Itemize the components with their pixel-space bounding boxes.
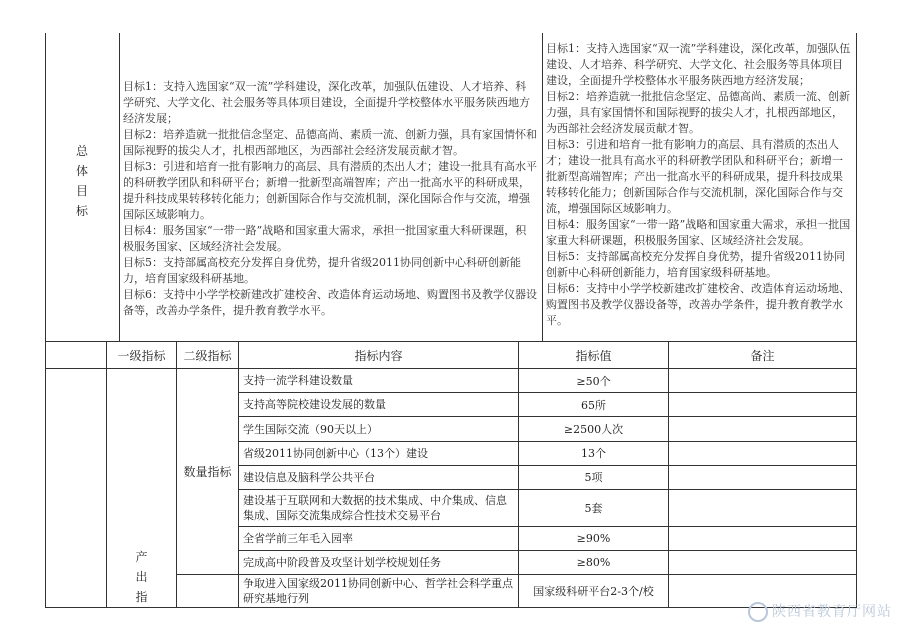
indicator-outer-blank [46,369,107,608]
indicator-header-row [46,342,857,369]
indicator-outer-blank [46,342,107,369]
indicator-note [669,490,857,527]
indicator-note [669,526,857,550]
header-level1: 一级指标 [107,342,177,369]
indicator-value: 5项 [519,465,669,489]
indicator-note [669,465,857,489]
table-row [46,369,857,393]
level2-cell-next [177,575,239,608]
level2-cell [177,369,239,575]
level1-label: 产出指 [135,550,148,604]
indicator-note [669,551,857,575]
indicator-content: 全省学前三年毛入园率 [239,526,519,550]
indicator-content: 学生国际交流（90天以上） [239,417,519,441]
indicator-value: 65所 [519,393,669,417]
overall-goal-left-cell [120,33,543,341]
header-level2: 二级指标 [177,342,239,369]
header-note: 备注 [669,342,857,369]
overall-goal-right-text: 目标1：支持入选国家“双一流”学科建设，深化改革，加强队伍建设、人才培养、科学研究、大学文化、社会服务等具体项目建设，全面提升学校整体水平服务陕西地方经济发展； 目标2：培养造就一批批信念坚定、品德高尚、素质一流、创新力强，具有家国情怀和国际视野的拔尖人才，扎根西部地区，为西部社会经济发展贡献才智。 目标3：引进和培育一批有影响力的高层、具有潜质的杰出人才；建设一批具有高水平的科研教学团队和科研平台；新增一批新型高端智库；产出一批高水平的科研成果，提升科技成果转移转化能力；创新国际合作与交流机制，深化国际合作与交流，增强国际区域影响力。 目标4：服务国家“一带一路”战略和国家重大需求，承担一批国家重大科研课题，积极服务国家、区域经济社会发展。 目标5：支持部属高校充分发挥自身优势，提升省级2011协同创新中心科研创新能力，培育国家级科研基地。 目标6：支持中小学学校新建改扩建校舍、改造体育运动场地、购置图书及教学仪器设备等，改善办学条件，提升教育教学水平。 [546,42,851,327]
header-value: 指标值 [519,342,669,369]
site-watermark [748,601,892,622]
indicator-table-wrapper [45,341,856,636]
watermark-logo-icon [748,602,768,622]
level2-label: 数量指标 [183,465,232,480]
indicator-content: 建设基于互联网和大数据的技术集成、中介集成、信息集成、国际交流集成综合性技术交易平台 [239,490,519,527]
indicator-value: ≥90% [519,526,669,550]
overall-goal-row [45,33,857,342]
indicator-note [669,417,857,441]
indicator-note [669,441,857,465]
indicator-content: 完成高中阶段普及攻坚计划学校规划任务 [239,551,519,575]
indicator-note [669,369,857,393]
level1-cell [107,369,177,608]
indicator-content: 支持一流学科建设数量 [239,369,519,393]
watermark-text: 陕西省教育厅网站 [772,604,892,620]
indicator-value: 国家级科研平台2-3个/校 [519,575,669,608]
indicator-value: 13个 [519,441,669,465]
indicator-content: 省级2011协同创新中心（13个）建设 [239,441,519,465]
overall-goal-label-cell [46,33,120,341]
indicator-content: 争取进入国家级2011协同创新中心、哲学社会科学重点研究基地行列 [239,575,519,608]
indicator-content: 建设信息及脑科学公共平台 [239,465,519,489]
indicator-value: ≥80% [519,551,669,575]
indicator-value: ≥50个 [519,369,669,393]
overall-goal-right-cell [543,33,856,341]
indicator-content: 支持高等院校建设发展的数量 [239,393,519,417]
header-content: 指标内容 [239,342,519,369]
indicator-value: 5套 [519,490,669,527]
indicator-table [45,341,857,608]
indicator-note [669,393,857,417]
indicator-value: ≥2500人次 [519,417,669,441]
overall-goal-label: 总体目标 [75,144,88,218]
overall-goal-left-text: 目标1：支持入选国家“双一流”学科建设，深化改革，加强队伍建设、人才培养、科学研究、大学文化、社会服务等具体项目建设，全面提升学校整体水平服务陕西地方经济发展； 目标2：培养造就一批批信念坚定、品德高尚、素质一流、创新力强，具有家国情怀和国际视野的拔尖人才，扎根西部地区，为西部社会经济发展贡献才智。 目标3：引进和培育一批有影响力的高层、具有潜质的杰出人才；建设一批具有高水平的科研教学团队和科研平台；新增一批新型高端智库；产出一批高水平的科研成果，提升科技成果转移转化能力；创新国际合作与交流机制，深化国际合作与交流，增强国际区域影响力。 目标4：服务国家“一带一路”战略和国家重大需求，承担一批国家重大科研课题，积极服务国家、区域经济社会发展。 目标5：支持部属高校充分发挥自身优势，提升省级2011协同创新中心科研创新能力，培育国家级科研基地。 目标6：支持中小学学校新建改扩建校舍、改造体育运动场地、购置图书及教学仪器设备等，改善办学条件，提升教育教学水平。 [123,80,537,317]
